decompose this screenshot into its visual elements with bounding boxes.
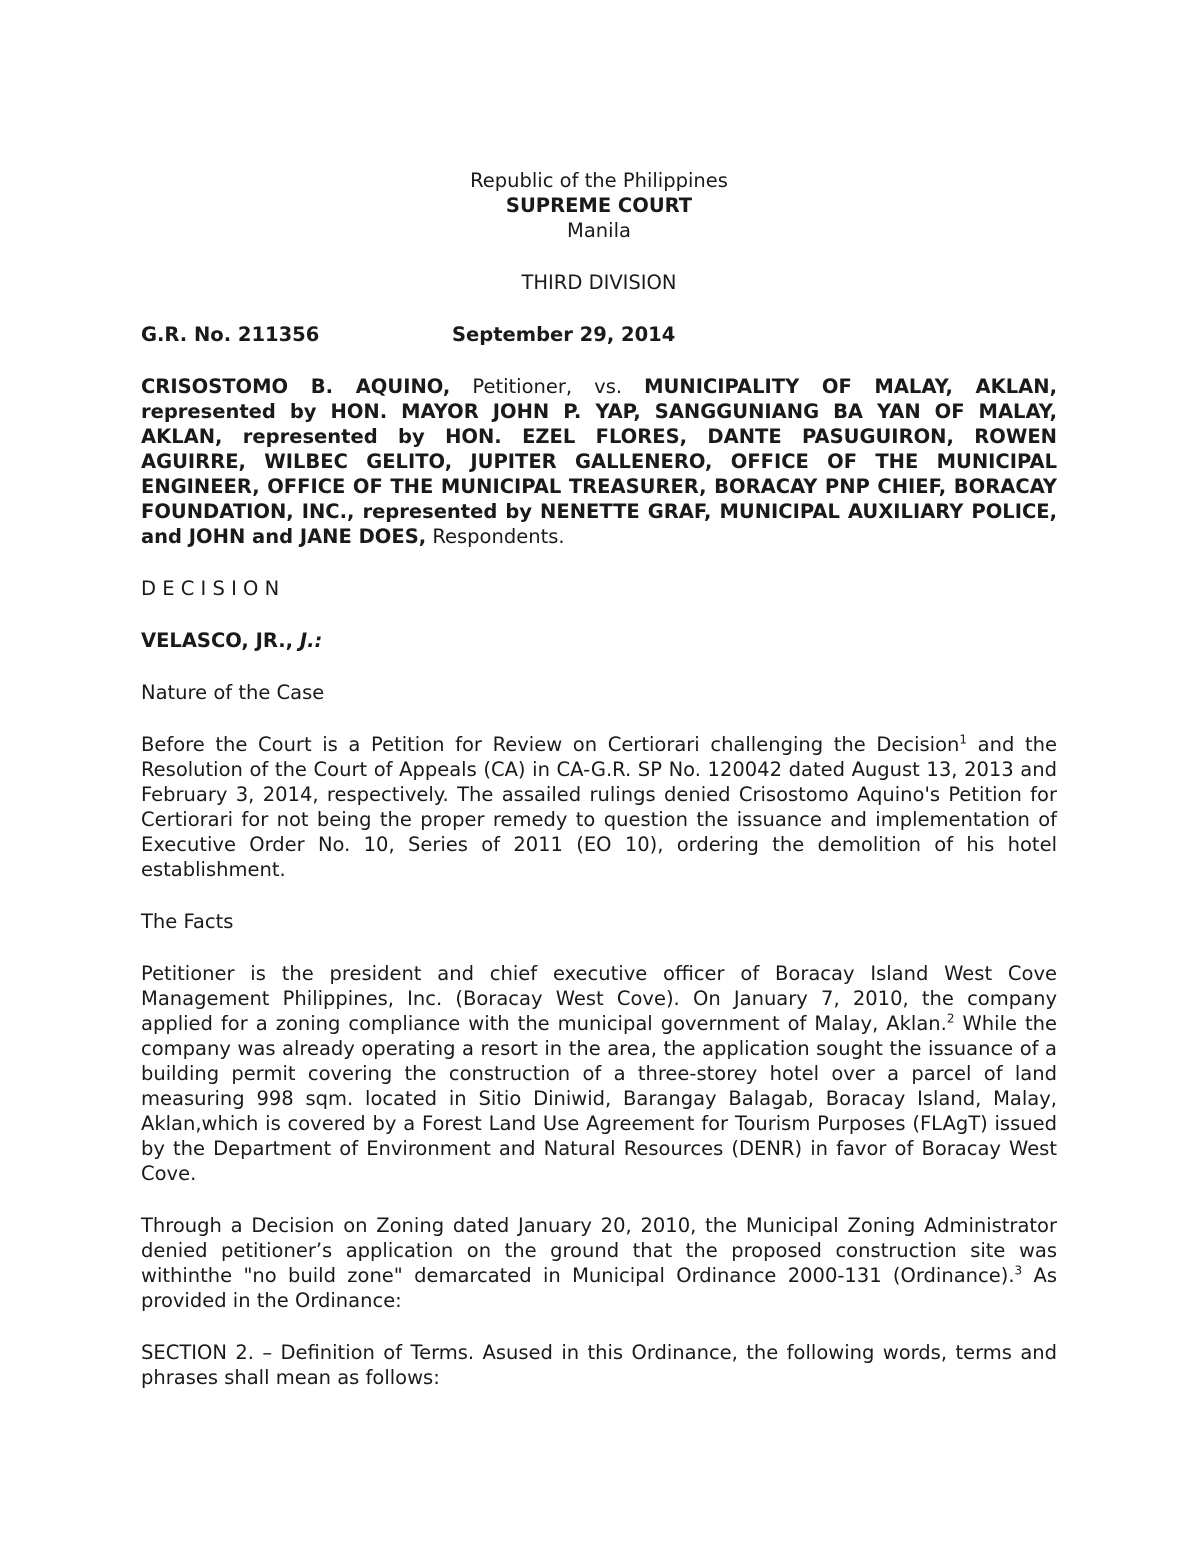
respondents-role: Respondents. <box>426 525 565 548</box>
document-body <box>141 168 1057 1390</box>
petitioner-name: CRISOSTOMO B. AQUINO, <box>141 375 451 398</box>
case-date: September 29, 2014 <box>452 323 676 346</box>
facts-heading: The Facts <box>141 910 234 933</box>
ponente-name: VELASCO, JR., <box>141 629 300 652</box>
case-number-row <box>141 322 1057 347</box>
paragraph-1-text-a: Before the Court is a Petition for Review on Certiorari challenging the Decision <box>141 733 960 756</box>
footnote-ref-3[interactable]: 3 <box>1014 1263 1023 1278</box>
paragraph-4: SECTION 2. – Definition of Terms. Asused in this Ordinance, the following words, terms and phrases shall mean as follows: <box>141 1341 1057 1389</box>
paragraph-1 <box>141 732 1057 882</box>
respondents-names: MUNICIPALITY OF MALAY, AKLAN, represented by HON. MAYOR JOHN P. YAP, SANGGUNIANG BA YAN OF MALAY, AKLAN, represented by HON. EZEL FLORES, DANTE PASUGUIRON, ROWEN AGUIRRE, WILBEC GELITO, JUPITER GALLENERO, OFFICE OF THE MUNICIPAL ENGINEER, OFFICE OF THE MUNICIPAL TREASURER, BORACAY PNP CHIEF, BORACAY FOUNDATION, INC., represented by NENETTE GRAF, MUNICIPAL AUXILIARY POLICE, and JOHN and JANE DOES, <box>141 375 1057 548</box>
decision-heading: D E C I S I O N <box>141 577 280 600</box>
nature-heading: Nature of the Case <box>141 681 325 704</box>
ponente <box>141 628 1057 653</box>
court-city: Manila <box>567 219 631 242</box>
petitioner-role: Petitioner, vs. <box>450 375 645 398</box>
paragraph-3 <box>141 1213 1057 1313</box>
ponente-title: J.: <box>299 629 323 652</box>
case-number: G.R. No. 211356 <box>141 323 320 346</box>
paragraph-2-text-a: Petitioner is the president and chief executive officer of Boracay Island West Cove Management Philippines, Inc. (Boracay West Cove). On January 7, 2010, the company applied for a zoning compliance with the municipal government of Malay, Aklan. <box>141 962 1057 1035</box>
court-name: SUPREME COURT <box>505 194 693 217</box>
paragraph-3-text-a: Through a Decision on Zoning dated January 20, 2010, the Municipal Zoning Administrator denied petitioner’s application on the ground that the proposed construction site was withinthe "no build zone" demarcated in Municipal Ordinance 2000-131 (Ordinance). <box>141 1214 1057 1287</box>
paragraph-2-text-b: While the company was already operating a resort in the area, the application sought the issuance of a building permit covering the construction of a three-storey hotel over a parcel of land measuring 998 sqm. located in Sitio Diniwid, Barangay Balagab, Boracay Island, Malay, Aklan,which is covered by a Forest Land Use Agreement for Tourism Purposes (FLAgT) issued by the Department of Environment and Natural Resources (DENR) in favor of Boracay West Cove. <box>141 1012 1057 1185</box>
paragraph-2 <box>141 961 1057 1186</box>
republic-line: Republic of the Philippines <box>470 169 728 192</box>
footnote-ref-1[interactable]: 1 <box>959 732 968 747</box>
paragraph-1-text-b: and the Resolution of the Court of Appeals (CA) in CA-G.R. SP No. 120042 dated August 13, 2013 and February 3, 2014, respectively. The assailed rulings denied Crisostomo Aquino's Petition for Certiorari for not being the proper remedy to question the issuance and implementation of Executive Order No. 10, Series of 2011 (EO 10), ordering the demolition of his hotel establishment. <box>141 733 1058 881</box>
case-parties <box>141 374 1057 549</box>
footnote-ref-2[interactable]: 2 <box>946 1011 955 1026</box>
paragraph-3-text-b: As provided in the Ordinance: <box>141 1264 1057 1312</box>
division-name: THIRD DIVISION <box>521 271 677 294</box>
